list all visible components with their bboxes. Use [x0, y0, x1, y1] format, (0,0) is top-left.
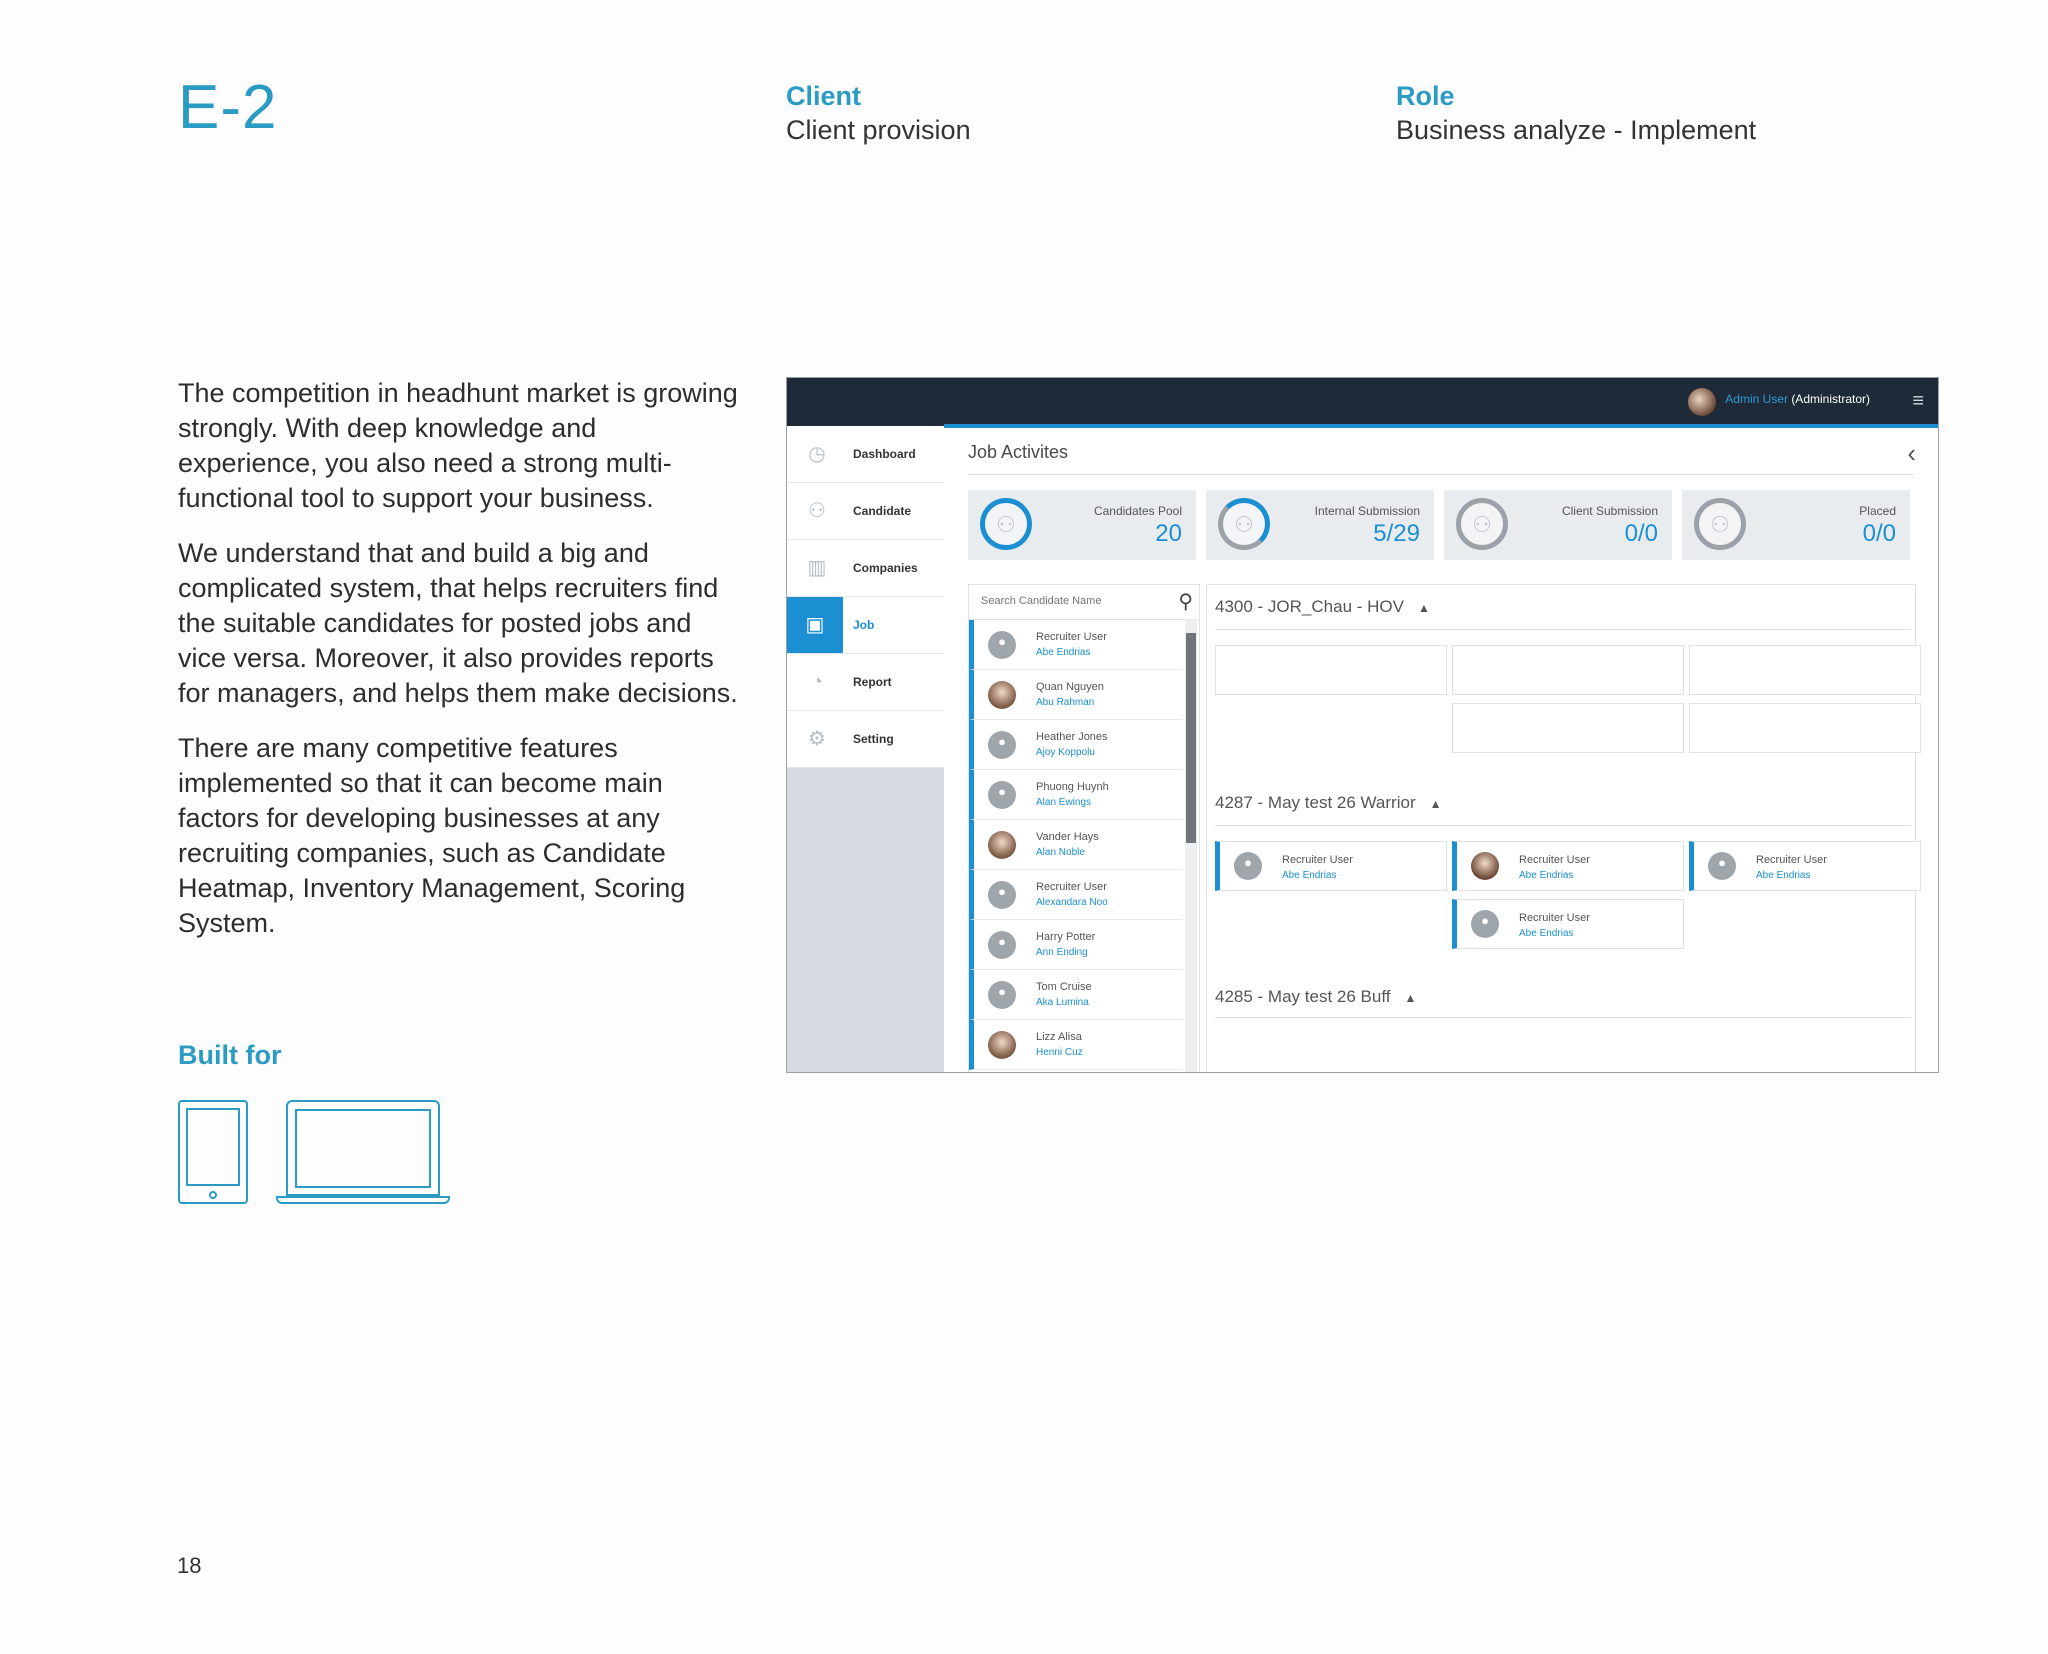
candidate-owner: Henni Cuz — [1036, 1047, 1083, 1058]
card-name: Recruiter User — [1519, 912, 1590, 924]
candidate-owner: Alan Ewings — [1036, 797, 1092, 808]
avatar — [988, 931, 1016, 959]
stat-candidates-pool[interactable] — [968, 490, 1196, 560]
card-owner: Abe Endrias — [1519, 928, 1574, 939]
stat-value: 5/29 — [1373, 520, 1420, 547]
built-for-heading: Built for — [178, 1040, 282, 1070]
candidate-name: Harry Potter — [1036, 931, 1096, 943]
candidate-card[interactable] — [1452, 841, 1684, 891]
job-title: 4285 - May test 26 Buff — [1215, 987, 1391, 1006]
job-header[interactable] — [1215, 987, 1416, 1007]
job-title: 4287 - May test 26 Warrior — [1215, 793, 1416, 812]
sidebar-item-setting[interactable] — [787, 711, 944, 768]
card-owner: Abe Endrias — [1756, 870, 1811, 881]
candidate-name: Recruiter User — [1036, 881, 1107, 893]
candidate-name: Vander Hays — [1036, 831, 1099, 843]
candidate-owner: Alan Noble — [1036, 847, 1085, 858]
list-item[interactable] — [969, 670, 1183, 720]
empty-slot[interactable] — [1452, 645, 1684, 695]
scrollbar[interactable] — [1185, 619, 1197, 1073]
job-title: 4300 - JOR_Chau - HOV — [1215, 597, 1404, 616]
client-block — [786, 80, 971, 148]
avatar — [988, 1031, 1016, 1059]
candidate-owner: Abe Endrias — [1036, 647, 1091, 658]
hamburger-icon[interactable]: ≡ — [1912, 390, 1924, 412]
stat-label: Client Submission — [1561, 504, 1658, 518]
sidebar-item-label: Candidate — [853, 504, 912, 518]
sidebar-item-label: Dashboard — [853, 447, 916, 461]
sidebar-item-label: Companies — [853, 561, 918, 575]
sidebar-item-report[interactable] — [787, 654, 944, 711]
caret-up-icon[interactable]: ▲ — [1417, 601, 1430, 615]
people-icon — [1456, 498, 1508, 550]
role-value: Business analyze - Implement — [1396, 115, 1757, 145]
people-icon — [1218, 498, 1270, 550]
card-name: Recruiter User — [1756, 854, 1827, 866]
empty-slot[interactable] — [1689, 645, 1921, 695]
briefcase-icon: ▣ — [787, 597, 843, 653]
empty-slot[interactable] — [1452, 703, 1684, 753]
empty-slot[interactable] — [1689, 703, 1921, 753]
stat-value: 0/0 — [1862, 520, 1896, 547]
avatar — [988, 881, 1016, 909]
page-number: 18 — [177, 1553, 202, 1578]
sidebar-item-label: Report — [853, 675, 892, 689]
card-name: Recruiter User — [1519, 854, 1590, 866]
paragraph-3: There are many competitive features implemented so that it can become main factors for developing businesses at any recruiting companies, such as Candidate Heatmap, Inventory Management, Scoring System. — [178, 733, 686, 938]
avatar — [988, 781, 1016, 809]
card-owner: Abe Endrias — [1282, 870, 1337, 881]
sidebar-item-label: Setting — [853, 732, 894, 746]
sidebar-item-companies[interactable] — [787, 540, 944, 597]
list-item[interactable] — [969, 870, 1183, 920]
list-item[interactable] — [969, 1020, 1183, 1070]
sidebar-item-label: Job — [853, 618, 875, 632]
paragraph-2: We understand that and build a big and complicated system, that helps recruiters find the suitable candidates for posted jobs and vice versa. Moreover, it also provides reports for managers, and helps them make decisions. — [178, 538, 738, 708]
people-icon — [1694, 498, 1746, 550]
page-title: Job Activites — [968, 442, 1069, 462]
people-icon — [980, 498, 1032, 550]
candidate-name: Tom Cruise — [1036, 981, 1092, 993]
role-block — [1396, 80, 1756, 148]
caret-up-icon[interactable]: ▲ — [1404, 991, 1417, 1005]
stat-value: 20 — [1155, 520, 1182, 547]
candidate-owner: Abu Rahman — [1036, 697, 1095, 708]
stat-placed[interactable] — [1682, 490, 1910, 560]
sidebar — [787, 426, 944, 1072]
user-avatar[interactable] — [1688, 388, 1716, 416]
client-value: Client provision — [786, 115, 971, 145]
avatar — [988, 681, 1016, 709]
people-icon: ⚇ — [808, 500, 826, 522]
list-item[interactable] — [969, 620, 1183, 670]
candidate-owner: Ann Ending — [1036, 947, 1088, 958]
list-item[interactable] — [969, 770, 1183, 820]
role-heading: Role — [1396, 81, 1455, 111]
candidate-name: Quan Nguyen — [1036, 681, 1104, 693]
chevron-left-icon[interactable]: ‹ — [1907, 438, 1916, 468]
candidate-name: Recruiter User — [1036, 631, 1107, 643]
avatar — [1471, 852, 1499, 880]
scrollbar-thumb[interactable] — [1186, 633, 1196, 843]
tablet-icon — [178, 1100, 248, 1204]
client-heading: Client — [786, 81, 862, 111]
empty-slot[interactable] — [1215, 645, 1447, 695]
search-input[interactable] — [979, 594, 1163, 608]
top-bar — [787, 378, 1938, 426]
card-name: Recruiter User — [1282, 854, 1353, 866]
stat-internal-submission[interactable] — [1206, 490, 1434, 560]
paragraph-1: The competition in headhunt market is growing strongly. With deep knowledge and experience, you also need a strong multi-functional tool to support your business. — [178, 378, 738, 513]
stat-value: 0/0 — [1624, 520, 1658, 547]
avatar — [1708, 852, 1736, 880]
sidebar-item-candidate[interactable] — [787, 483, 944, 540]
stat-label: Placed — [1859, 504, 1896, 518]
building-icon: ▥ — [807, 557, 827, 579]
caret-up-icon[interactable]: ▲ — [1429, 797, 1442, 811]
stat-label: Internal Submission — [1314, 504, 1420, 518]
user-role: (Administrator) — [1791, 392, 1870, 406]
app-screenshot — [786, 377, 1939, 1073]
avatar — [988, 981, 1016, 1009]
stat-client-submission[interactable] — [1444, 490, 1672, 560]
job-header[interactable] — [1215, 793, 1442, 813]
candidate-list — [968, 584, 1200, 1073]
candidate-card[interactable] — [1689, 841, 1921, 891]
candidate-owner: Ajoy Koppolu — [1036, 747, 1095, 758]
list-item[interactable] — [969, 720, 1183, 770]
list-item[interactable] — [969, 820, 1183, 870]
candidate-card[interactable] — [1215, 841, 1447, 891]
description — [178, 376, 738, 961]
candidate-owner: Alexandara Noo — [1036, 897, 1108, 908]
candidate-owner: Aka Lumina — [1036, 997, 1089, 1008]
card-owner: Abe Endrias — [1519, 870, 1574, 881]
candidate-name: Phuong Huynh — [1036, 781, 1109, 793]
candidate-name: Heather Jones — [1036, 731, 1108, 743]
sidebar-item-dashboard[interactable] — [787, 426, 944, 483]
clock-icon: ◷ — [808, 443, 826, 465]
user-name[interactable]: Admin User — [1725, 392, 1788, 406]
pie-icon: ◔ — [810, 671, 824, 693]
gear-icon: ⚙ — [808, 728, 826, 750]
project-code: E-2 — [178, 73, 278, 142]
user-menu[interactable] — [1725, 392, 1870, 406]
search-icon[interactable]: ⚲ — [1178, 591, 1193, 613]
avatar — [988, 731, 1016, 759]
avatar — [988, 631, 1016, 659]
avatar — [988, 831, 1016, 859]
main-panel — [944, 428, 1938, 1072]
laptop-icon — [276, 1100, 450, 1208]
candidate-search — [969, 585, 1199, 620]
avatar — [1471, 910, 1499, 938]
job-board — [1206, 584, 1916, 1073]
sidebar-item-job[interactable] — [787, 597, 944, 654]
candidate-card[interactable] — [1452, 899, 1684, 949]
list-item[interactable] — [969, 920, 1183, 970]
stat-label: Candidates Pool — [1093, 504, 1182, 518]
avatar — [1234, 852, 1262, 880]
candidate-name: Lizz Alisa — [1036, 1031, 1082, 1043]
job-header[interactable] — [1215, 597, 1430, 617]
list-item[interactable] — [969, 970, 1183, 1020]
